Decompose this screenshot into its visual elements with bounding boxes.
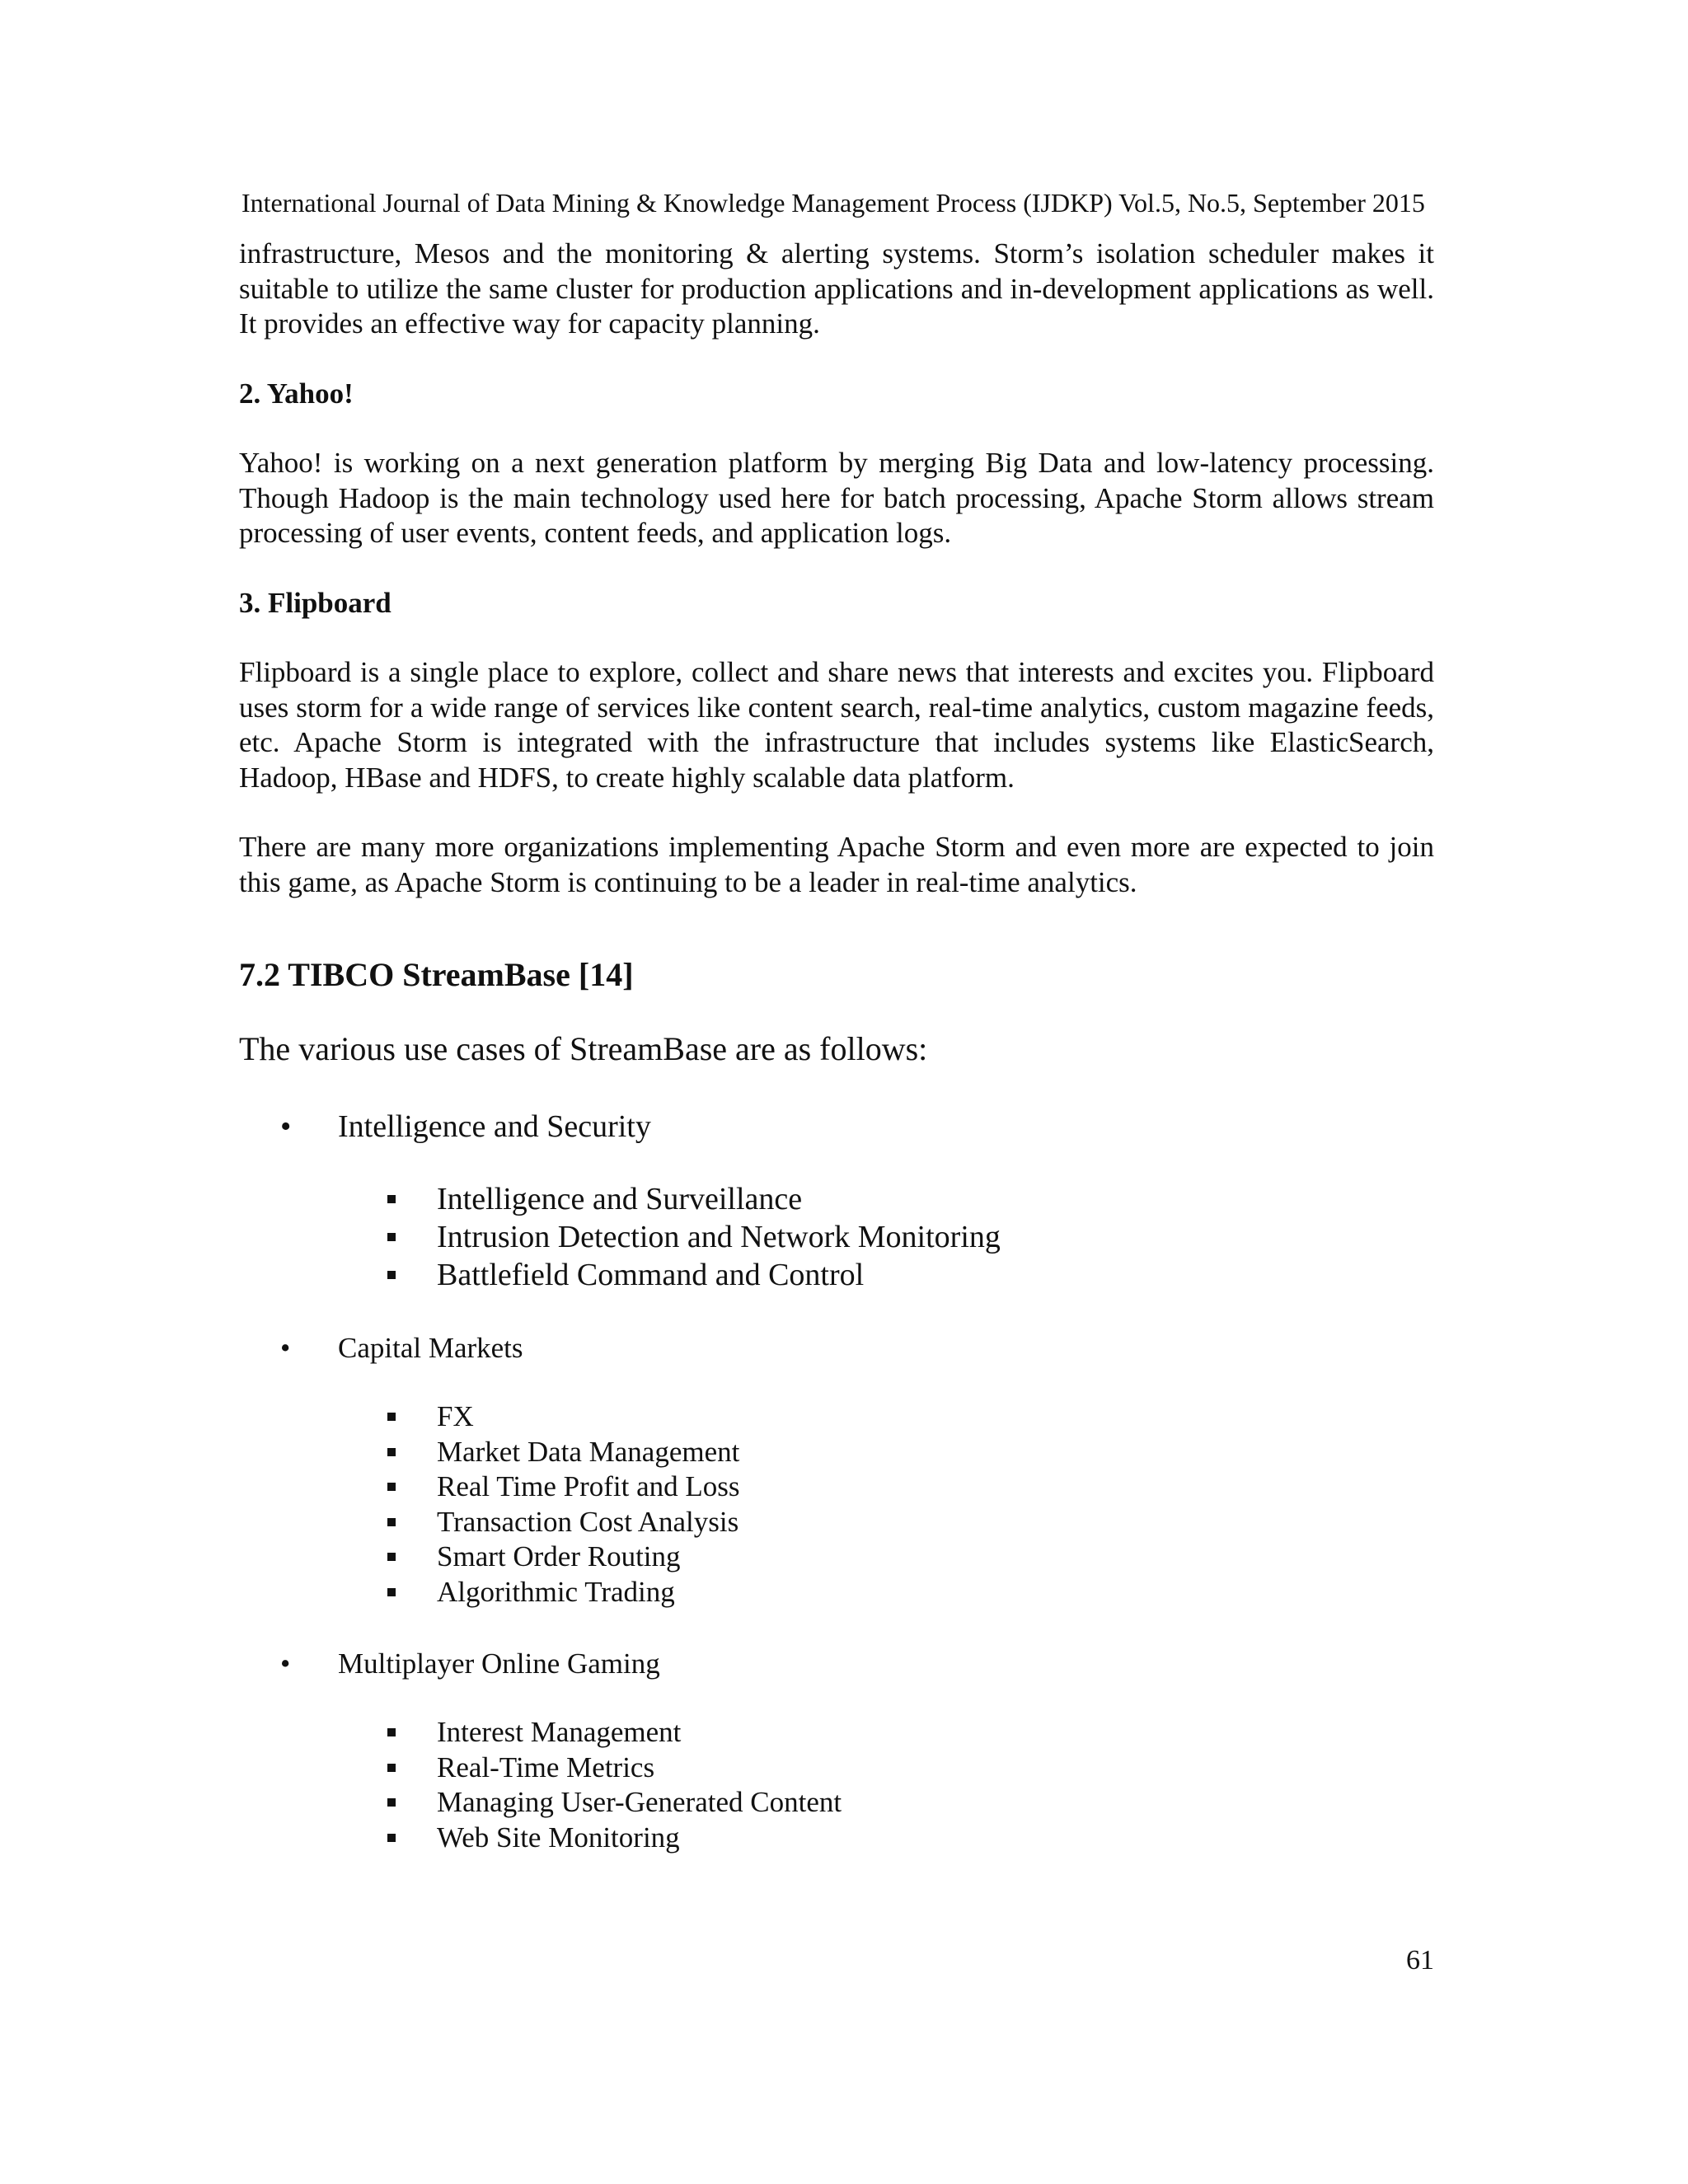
use-case-label: Capital Markets (338, 1332, 523, 1364)
use-case-group (239, 1330, 1434, 1610)
flipboard-heading: 3. Flipboard (239, 586, 392, 619)
closing-paragraph: There are many more organizations implementing Apache Storm and even more are expected to join this game, as Apache Storm is continuing to be a leader in real-time analytics. (239, 831, 1434, 898)
round-bullet-icon: • (280, 1109, 292, 1144)
round-bullet-icon: • (280, 1647, 291, 1680)
square-bullet-icon (387, 1413, 396, 1421)
list-item-text: Intrusion Detection and Network Monitoring (437, 1220, 1001, 1254)
list-item-text: Smart Order Routing (437, 1540, 681, 1572)
list-item (239, 1256, 1434, 1294)
yahoo-heading: 2. Yahoo! (239, 377, 354, 410)
list-item (239, 1218, 1434, 1256)
use-case-sublist (239, 1399, 1434, 1610)
section-heading: 7.2 TIBCO StreamBase [14] (239, 956, 634, 993)
use-case-bullet (239, 1646, 1434, 1682)
use-case-label: Intelligence and Security (338, 1109, 651, 1144)
list-item (239, 1180, 1434, 1218)
square-bullet-icon (387, 1553, 396, 1561)
round-bullet-icon: • (280, 1332, 291, 1364)
list-item (239, 1435, 1434, 1470)
yahoo-paragraph: Yahoo! is working on a next generation platform by merging Big Data and low-latency processing. Though Hadoop is the main technology used here for batch processing, Apache Storm allows stream processing of user events, content feeds, and application logs. (239, 447, 1434, 549)
square-bullet-icon (387, 1448, 396, 1456)
use-case-bullet (239, 1330, 1434, 1366)
square-bullet-icon (387, 1764, 396, 1772)
use-case-list (239, 1106, 1434, 1855)
use-case-group (239, 1646, 1434, 1855)
list-item (239, 1469, 1434, 1505)
list-item (239, 1750, 1434, 1786)
square-bullet-icon (387, 1271, 396, 1279)
list-item (239, 1505, 1434, 1540)
continuation-paragraph: infrastructure, Mesos and the monitoring & alerting systems. Storm’s isolation scheduler makes it suitable to utilize the same cluster for production applications and in-development applications as well. It provides an effective way for capacity planning. (239, 237, 1434, 340)
square-bullet-icon (387, 1195, 396, 1203)
section-intro: The various use cases of StreamBase are as follows: (239, 1030, 928, 1067)
square-bullet-icon (387, 1798, 396, 1807)
list-item (239, 1785, 1434, 1821)
running-header: International Journal of Data Mining & Knowledge Management Process (IJDKP) Vol.5, No.5, September 2015 (241, 188, 1425, 218)
list-item-text: Real-Time Metrics (437, 1750, 655, 1783)
use-case-label: Multiplayer Online Gaming (338, 1647, 660, 1680)
list-item-text: Market Data Management (437, 1435, 740, 1468)
use-case-sublist (239, 1180, 1434, 1294)
list-item-text: Managing User-Generated Content (437, 1786, 842, 1818)
square-bullet-icon (387, 1483, 396, 1491)
list-item (239, 1399, 1434, 1435)
list-item-text: Web Site Monitoring (437, 1821, 680, 1854)
list-item-text: Algorithmic Trading (437, 1575, 675, 1608)
square-bullet-icon (387, 1518, 396, 1526)
list-item-text: Transaction Cost Analysis (437, 1505, 739, 1538)
page-number: 61 (1406, 1945, 1434, 1975)
square-bullet-icon (387, 1233, 396, 1241)
square-bullet-icon (387, 1834, 396, 1842)
page-body (239, 237, 1434, 1855)
list-item (239, 1821, 1434, 1856)
list-item (239, 1575, 1434, 1610)
flipboard-paragraph: Flipboard is a single place to explore, collect and share news that interests and excites you. Flipboard uses storm for a wide range of services like content search, real-time analytics, custom magazine feeds, etc. Apache Storm is integrated with the infrastructure that includes systems like ElasticSearch, Hadoop, HBase and HDFS, to create highly scalable data platform. (239, 656, 1434, 794)
list-item-text: Interest Management (437, 1716, 682, 1748)
use-case-bullet (239, 1106, 1434, 1147)
use-case-group (239, 1106, 1434, 1294)
square-bullet-icon (387, 1728, 396, 1736)
square-bullet-icon (387, 1588, 396, 1596)
list-item-text: Battlefield Command and Control (437, 1258, 865, 1292)
list-item-text: FX (437, 1400, 474, 1432)
list-item-text: Intelligence and Surveillance (437, 1182, 803, 1216)
list-item-text: Real Time Profit and Loss (437, 1470, 740, 1502)
list-item (239, 1540, 1434, 1575)
list-item (239, 1715, 1434, 1750)
use-case-sublist (239, 1715, 1434, 1855)
